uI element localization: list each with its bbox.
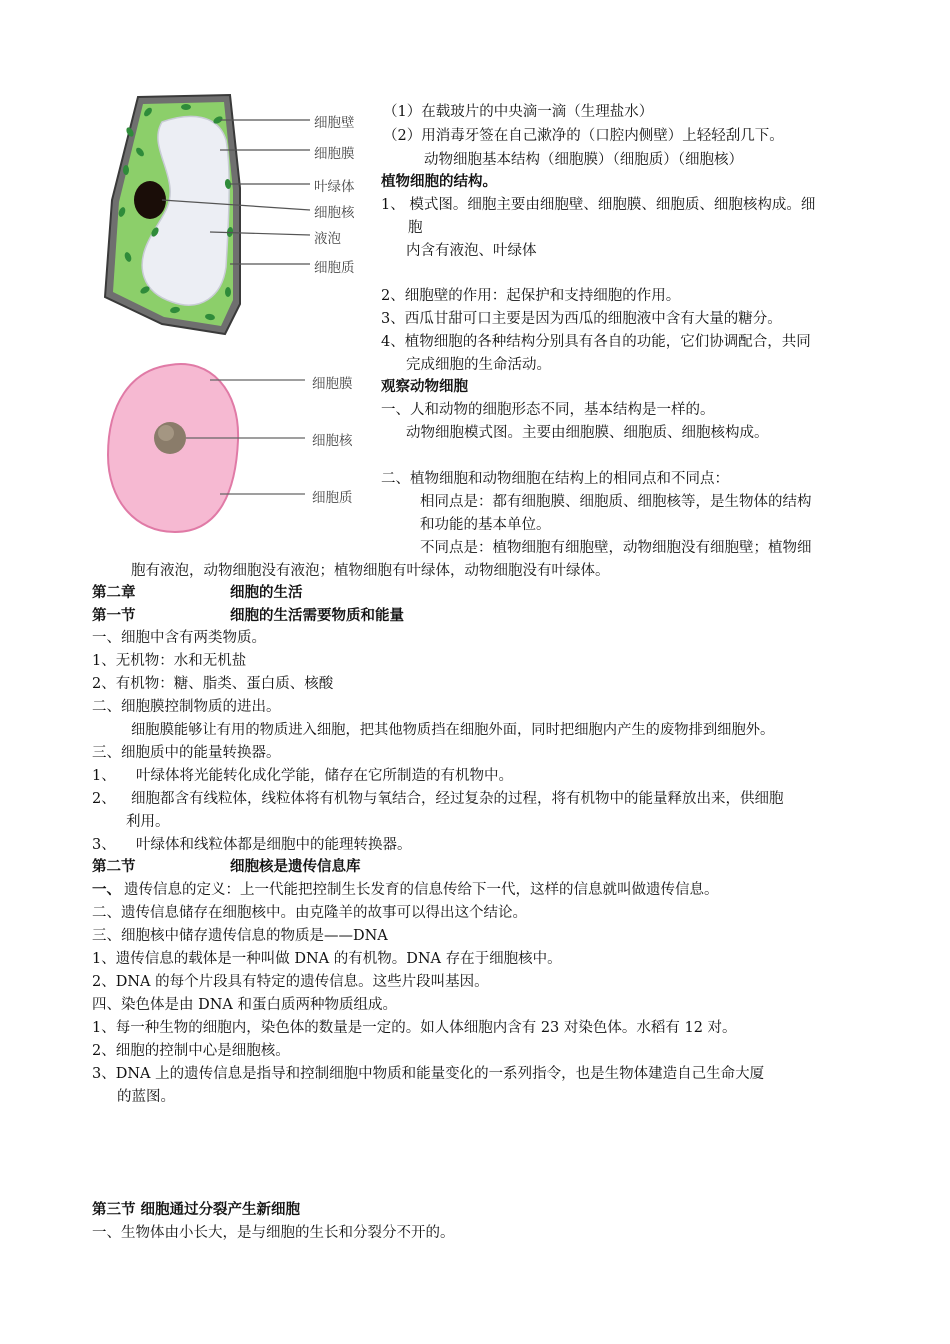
list-number: 2、 xyxy=(92,791,116,807)
text-line: 一、细胞中含有两类物质。 xyxy=(92,630,266,646)
text-line: 一、生物体由小长大，是与细胞的生长和分裂分不开的。 xyxy=(92,1225,455,1241)
text-line: 三、细胞质中的能量转换器。 xyxy=(92,745,281,761)
text-line: （1）在载玻片的中央滴一滴（生理盐水） xyxy=(383,104,654,120)
plant-label-cell-wall: 细胞壁 xyxy=(314,115,355,131)
list-number: 1、 xyxy=(92,768,116,784)
section-2-number: 第二节 xyxy=(92,858,136,875)
text-line: 遗传信息的定义：上一代能把控制生长发育的信息传给下一代，这样的信息就叫做遗传信息。 xyxy=(124,882,719,898)
text-line: 4、植物细胞的各种结构分别具有各自的功能，它们协调配合，共同 xyxy=(381,334,811,350)
text-line: 和功能的基本单位。 xyxy=(420,517,551,533)
plant-label-chloroplast: 叶绿体 xyxy=(314,179,355,195)
text-line: 一、人和动物的细胞形态不同，基本结构是一样的。 xyxy=(381,402,715,418)
text-line: 二、植物细胞和动物细胞在结构上的相同点和不同点： xyxy=(381,471,729,487)
animal-cell-diagram xyxy=(100,360,315,540)
text-line: 3、DNA 上的遗传信息是指导和控制细胞中物质和能量变化的一系列指令，也是生物体建造自己生命大厦 xyxy=(92,1066,765,1082)
text-line: 相同点是：都有细胞膜、细胞质、细胞核等，是生物体的结构 xyxy=(420,494,812,510)
plant-label-vacuole: 液泡 xyxy=(314,231,341,247)
animal-label-nucleus: 细胞核 xyxy=(312,433,353,449)
list-number: 一、 xyxy=(92,881,121,898)
text-line: 1、每一种生物的细胞内，染色体的数量是一定的。如人体细胞内含有 23 对染色体。水稻有 12 对。 xyxy=(92,1020,737,1036)
chapter-number: 第二章 xyxy=(92,584,136,601)
section-2-title: 细胞核是遗传信息库 xyxy=(230,858,361,875)
text-line: 利用。 xyxy=(126,814,170,830)
section-1-title: 细胞的生活需要物质和能量 xyxy=(230,607,404,624)
section-1-number: 第一节 xyxy=(92,607,136,624)
text-line: 细胞都含有线粒体，线粒体将有机物与氧结合，经过复杂的过程，将有机物中的能量释放出来，供细胞 xyxy=(131,791,784,807)
text-line: 动物细胞模式图。主要由细胞膜、细胞质、细胞核构成。 xyxy=(406,425,769,441)
text-line: 三、细胞核中储存遗传信息的物质是——DNA xyxy=(92,928,388,944)
text-line: 1、遗传信息的载体是一种叫做 DNA 的有机物。DNA 存在于细胞核中。 xyxy=(92,951,562,967)
text-line: 3、西瓜甘甜可口主要是因为西瓜的细胞液中含有大量的糖分。 xyxy=(381,311,782,327)
list-number: 3、 xyxy=(92,837,116,853)
text-line: 2、细胞壁的作用：起保护和支持细胞的作用。 xyxy=(381,288,681,304)
animal-nucleus-highlight xyxy=(158,425,174,441)
text-line: 2、细胞的控制中心是细胞核。 xyxy=(92,1043,290,1059)
heading-observe-animal-cell: 观察动物细胞 xyxy=(381,378,468,395)
plant-nucleus xyxy=(134,181,166,219)
text-line: 动物细胞基本结构（细胞膜）（细胞质）（细胞核） xyxy=(424,152,743,168)
text-line: 1、无机物：水和无机盐 xyxy=(92,653,247,669)
text-line: 不同点是：植物细胞有细胞壁，动物细胞没有细胞壁；植物细 xyxy=(420,540,812,556)
animal-label-cell-membrane: 细胞膜 xyxy=(312,376,353,392)
text-line: 胞有液泡，动物细胞没有液泡；植物细胞有叶绿体，动物细胞没有叶绿体。 xyxy=(131,563,610,579)
heading-plant-structure: 植物细胞的结构。 xyxy=(381,173,497,190)
text-line: 内含有液泡、叶绿体 xyxy=(406,243,537,259)
text-line: 的蓝图。 xyxy=(117,1089,175,1105)
plant-label-nucleus: 细胞核 xyxy=(314,205,355,221)
text-line: 1、 模式图。细胞主要由细胞壁、细胞膜、细胞质、细胞核构成。细 xyxy=(381,197,816,213)
text-line: 叶绿体将光能转化成化学能，储存在它所制造的有机物中。 xyxy=(136,768,513,784)
section-3-heading: 第三节 细胞通过分裂产生新细胞 xyxy=(92,1201,301,1218)
text-line: 叶绿体和线粒体都是细胞中的能理转换器。 xyxy=(136,837,412,853)
text-line: 2、有机物：糖、脂类、蛋白质、核酸 xyxy=(92,676,334,692)
animal-label-cytoplasm: 细胞质 xyxy=(312,490,353,506)
text-line: 二、遗传信息储存在细胞核中。由克隆羊的故事可以得出这个结论。 xyxy=(92,905,527,921)
text-line: （2）用消毒牙签在自己漱净的（口腔内侧壁）上轻轻刮几下。 xyxy=(383,128,784,144)
plant-label-cell-membrane: 细胞膜 xyxy=(314,146,355,162)
text-line: 胞 xyxy=(408,220,423,236)
plant-label-cytoplasm: 细胞质 xyxy=(314,260,355,276)
text-line: 完成细胞的生命活动。 xyxy=(406,357,551,373)
text-line: 二、细胞膜控制物质的进出。 xyxy=(92,699,281,715)
text-line: 2、DNA 的每个片段具有特定的遗传信息。这些片段叫基因。 xyxy=(92,974,489,990)
chapter-title: 细胞的生活 xyxy=(230,584,303,601)
text-line: 细胞膜能够让有用的物质进入细胞，把其他物质挡在细胞外面，同时把细胞内产生的废物排到细胞外。 xyxy=(131,722,775,738)
text-line: 四、染色体是由 DNA 和蛋白质两种物质组成。 xyxy=(92,997,398,1013)
